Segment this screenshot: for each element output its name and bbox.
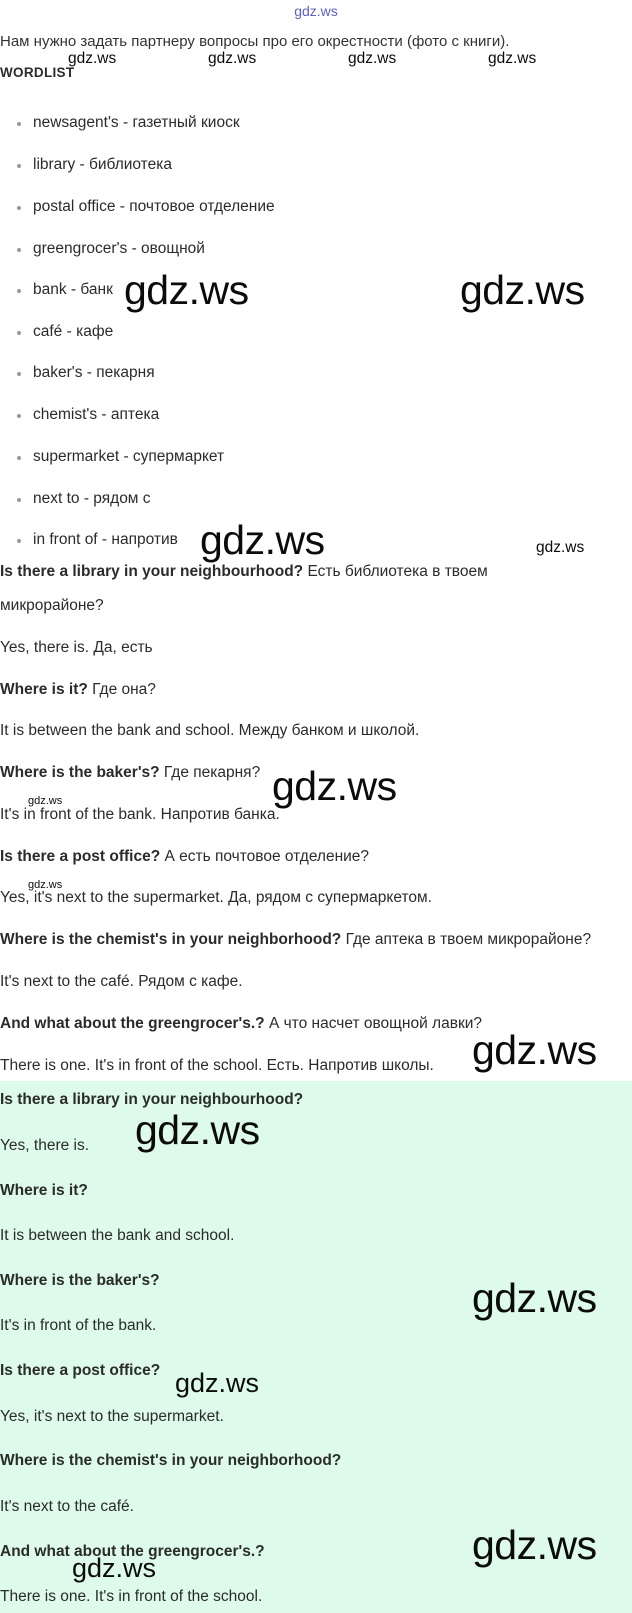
dialog-question: Is there a library in your neighbourhood? Есть библиотека в твоем (0, 563, 488, 580)
english-answer: Yes, it's next to the supermarket. (0, 1408, 224, 1425)
dialog-answer: There is one. It's in front of the school. Есть. Напротив школы. (0, 1057, 434, 1074)
english-question: And what about the greengrocer's.? (0, 1543, 265, 1560)
watermark: gdz.ws (28, 879, 63, 891)
bullet-icon (17, 539, 21, 543)
watermark: gdz.ws (272, 763, 397, 809)
dialog-answer: It's in front of the bank. Напротив банка. (0, 806, 280, 823)
watermark: gdz.ws (72, 1553, 157, 1583)
dialog-answer: It is between the bank and school. Между банком и школой. (0, 722, 420, 739)
english-question: Is there a post office? (0, 1362, 161, 1379)
bullet-icon (17, 206, 21, 210)
english-answer: Yes, there is. (0, 1137, 90, 1154)
dialog-question: Where is it? Где она? (0, 681, 156, 698)
english-question: Where is the baker's? (0, 1272, 160, 1289)
bullet-icon (17, 372, 21, 376)
english-question: Where is the chemist's in your neighborhood? (0, 1452, 342, 1469)
english-answer: It is between the bank and school. (0, 1227, 235, 1244)
dialog-question-cont: микрорайоне? (0, 597, 104, 614)
bullet-icon (17, 498, 21, 502)
bullet-icon (17, 456, 21, 460)
watermark: gdz.ws (472, 1522, 597, 1568)
watermark: gdz.ws (135, 1107, 260, 1153)
dialog-answer: Yes, there is. Да, есть (0, 639, 153, 656)
site-logo[interactable]: gdz.ws (294, 3, 338, 19)
dialog-question: And what about the greengrocer's.? А что насчет овощной лавки? (0, 1015, 483, 1032)
watermark: gdz.ws (472, 1275, 597, 1321)
dialog-question: Is there a post office? А есть почтовое отделение? (0, 848, 370, 865)
english-answer: There is one. It's in front of the school. (0, 1588, 263, 1605)
watermark: gdz.ws (536, 539, 585, 556)
dialog-answer: It's next to the café. Рядом с кафе. (0, 973, 243, 990)
watermark: gdz.ws (175, 1368, 260, 1398)
english-question: Where is it? (0, 1182, 88, 1199)
bullet-icon (17, 248, 21, 252)
english-answer: It's in front of the bank. (0, 1317, 157, 1334)
bullet-icon (17, 289, 21, 293)
watermark: gdz.ws (200, 517, 325, 563)
dialog-question: Where is the chemist's in your neighborhood? Где аптека в твоем микрорайоне? (0, 931, 592, 948)
wordlist-heading: WORDLIST (0, 65, 75, 80)
watermark: gdz.ws (124, 267, 249, 313)
english-answer: It's next to the café. (0, 1498, 134, 1515)
watermark: gdz.ws (460, 267, 585, 313)
bullet-icon (17, 414, 21, 418)
dialog-question: Where is the baker's? Где пекарня? (0, 764, 261, 781)
watermark: gdz.ws (208, 50, 257, 67)
english-question: Is there a library in your neighbourhood? (0, 1091, 304, 1108)
watermark: gdz.ws (68, 50, 117, 67)
watermark: gdz.ws (472, 1027, 597, 1073)
bullet-icon (17, 331, 21, 335)
watermark: gdz.ws (348, 50, 397, 67)
watermark: gdz.ws (488, 50, 537, 67)
bullet-icon (17, 164, 21, 168)
watermark: gdz.ws (28, 795, 63, 807)
bullet-icon (17, 122, 21, 126)
intro-text: Нам нужно задать партнеру вопросы про его окрестности (фото с книги). (0, 33, 510, 50)
dialog-answer: Yes, it's next to the supermarket. Да, рядом с супермаркетом. (0, 889, 432, 906)
